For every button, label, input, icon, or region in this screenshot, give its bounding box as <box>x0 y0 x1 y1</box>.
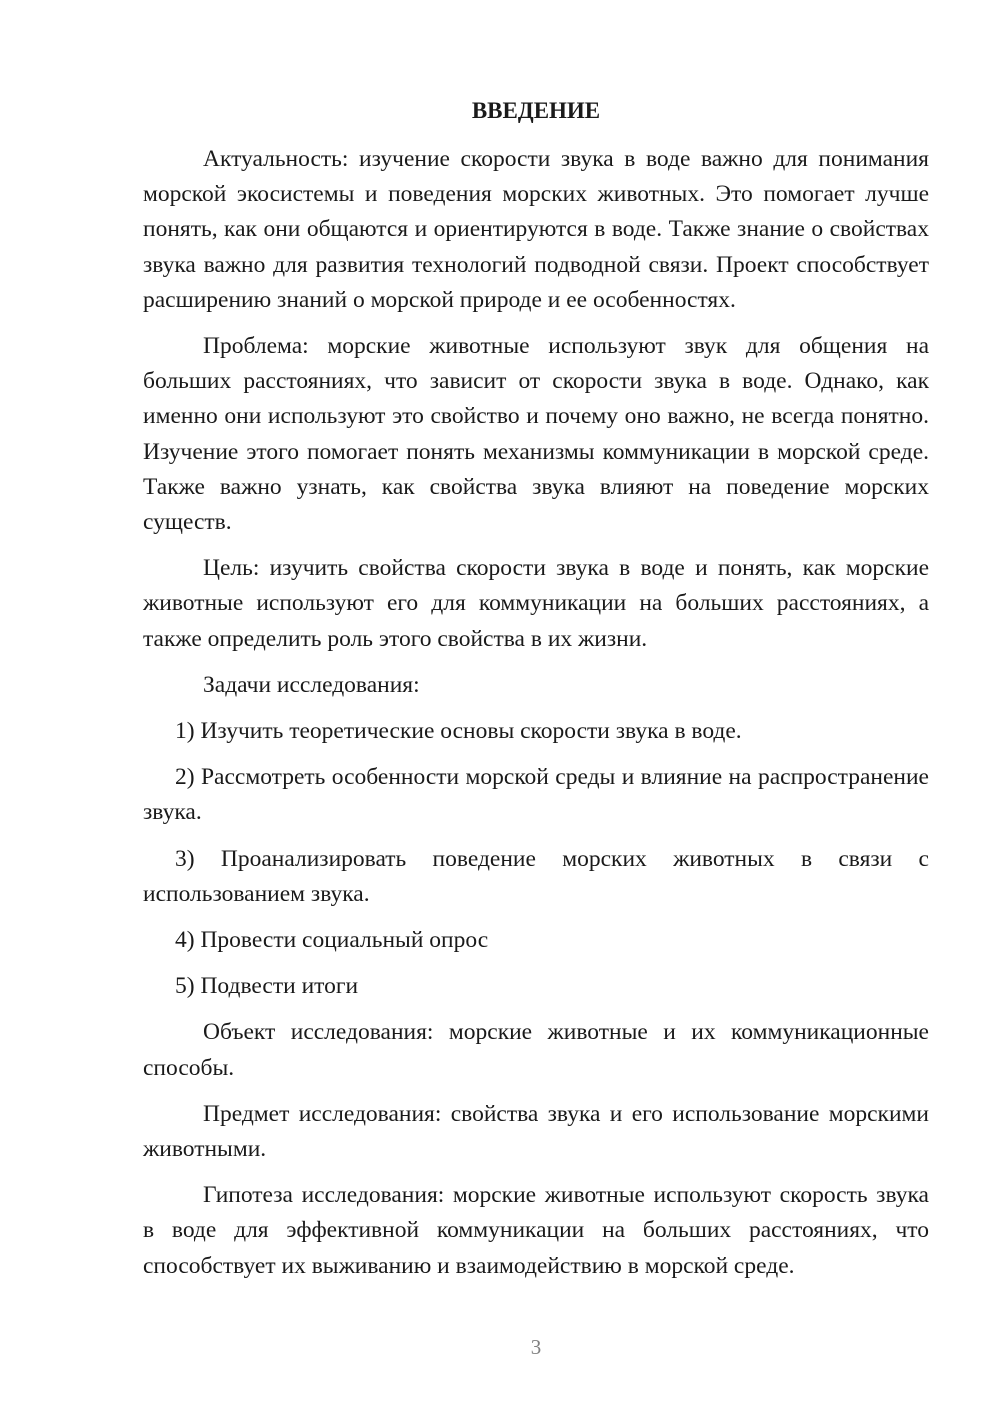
paragraph-object: Объект исследования: морские животные и их коммуникационные способы. <box>143 1019 929 1081</box>
task-item-5: 5) Подвести итоги <box>175 973 359 1000</box>
paragraph-goal: Цель: изучить свойства скорости звука в воде и понять, как морские животные используют его для коммуникации на больших расстояниях, а также определить роль этого свойства в их жизни. <box>143 555 929 652</box>
task-item-2: 2) Рассмотреть особенности морской среды и влияние на распространение звука. <box>143 764 929 826</box>
paragraph-hypothesis: Гипотеза исследования: морские животные используют скорость звука в воде для эффективной коммуникации на больших расстояниях, что способствует их выживанию и взаимодействию в морской среде. <box>143 1182 929 1279</box>
task-item-4: 4) Провести социальный опрос <box>175 927 489 954</box>
page-number: 3 <box>530 1335 542 1359</box>
paragraph-relevance: Актуальность: изучение скорости звука в воде важно для понимания морской экосистемы и поведения морских животных. Это помогает лучше понять, как они общаются и ориентируются в воде. Также знание о свойствах звука важно для развития технологий подводной связи. Проект способствует расширению знаний о морской природе и ее особенностях. <box>143 146 929 313</box>
paragraph-tasks-heading: Задачи исследования: <box>203 671 420 698</box>
paragraph-subject: Предмет исследования: свойства звука и его использование морскими животными. <box>143 1100 929 1163</box>
body-text <box>143 142 929 1284</box>
task-item-1: 1) Изучить теоретические основы скорости звука в воде. <box>175 718 742 745</box>
section-heading: ВВЕДЕНИЕ <box>471 98 601 123</box>
paragraph-problem: Проблема: морские животные используют звук для общения на больших расстояниях, что зависит от скорости звука в воде. Однако, как именно они используют это свойство и почему оно важно, не всегда понятно. Изучение этого помогает понять механизмы коммуникации в морской среде. Также важно узнать, как свойства звука влияют на поведение морских существ. <box>143 333 929 536</box>
task-item-3: 3) Проанализировать поведение морских животных в связи с использованием звука. <box>143 845 929 907</box>
